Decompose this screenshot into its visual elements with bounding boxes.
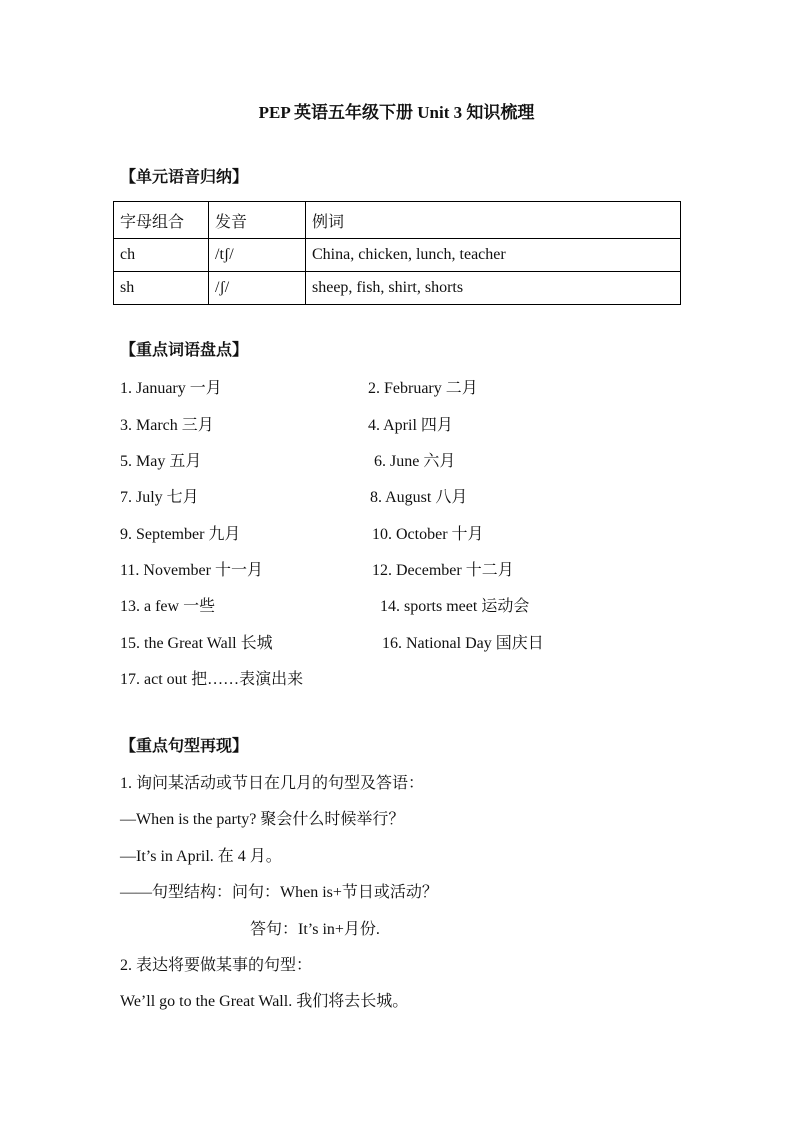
sentence-line: 2. 表达将要做某事的句型： <box>120 957 313 974</box>
sentence-line: ——句型结构：问句：When is+节日或活动？ <box>120 884 438 901</box>
phonics-table <box>113 201 681 305</box>
phonics-heading: 【单元语音归纳】 <box>120 169 249 186</box>
vocab-item: 13. a few 一些 <box>120 598 216 615</box>
table-cell: /ʃ/ <box>209 272 306 305</box>
header-example-words: 例词 <box>306 202 681 239</box>
vocab-item: 2. February 二月 <box>368 380 478 397</box>
vocab-item: 10. October 十月 <box>372 526 484 543</box>
vocab-item: 8. August 八月 <box>370 489 468 506</box>
vocab-item: 12. December 十二月 <box>372 562 514 579</box>
sentence-line: 1. 询问某活动或节日在几月的句型及答语： <box>120 775 425 792</box>
vocab-item: 4. April 四月 <box>368 417 453 434</box>
sentence-line: —When is the party? 聚会什么时候举行？ <box>120 811 405 828</box>
sentence-line: We’ll go to the Great Wall. 我们将去长城。 <box>120 993 409 1010</box>
vocab-item: 6. June 六月 <box>374 453 456 470</box>
table-cell: sh <box>114 272 209 305</box>
vocab-item: 3. March 三月 <box>120 417 214 434</box>
vocab-item: 16. National Day 国庆日 <box>382 635 544 652</box>
vocab-item: 11. November 十一月 <box>120 562 263 579</box>
table-row <box>114 272 681 305</box>
sentence-line: 答句：It’s in+月份. <box>250 921 380 938</box>
header-pronunciation: 发音 <box>209 202 306 239</box>
vocab-item: 5. May 五月 <box>120 453 202 470</box>
table-row <box>114 239 681 272</box>
vocab-item: 17. act out 把……表演出来 <box>120 671 304 688</box>
table-cell: sheep, fish, shirt, shorts <box>306 272 681 305</box>
table-cell: China, chicken, lunch, teacher <box>306 239 681 272</box>
sentence-line: —It’s in April. 在 4 月。 <box>120 848 282 865</box>
vocab-item: 7. July 七月 <box>120 489 199 506</box>
vocab-item: 9. September 九月 <box>120 526 241 543</box>
vocab-heading: 【重点词语盘点】 <box>120 342 249 359</box>
vocab-item: 14. sports meet 运动会 <box>380 598 530 615</box>
table-cell: /tʃ/ <box>209 239 306 272</box>
header-letter-combination: 字母组合 <box>114 202 209 239</box>
vocab-item: 15. the Great Wall 长城 <box>120 635 273 652</box>
table-cell: ch <box>114 239 209 272</box>
sentences-heading: 【重点句型再现】 <box>120 738 249 755</box>
table-header-row <box>114 202 681 239</box>
vocab-item: 1. January 一月 <box>120 380 222 397</box>
page-title: PEP 英语五年级下册 Unit 3 知识梳理 <box>258 103 535 122</box>
